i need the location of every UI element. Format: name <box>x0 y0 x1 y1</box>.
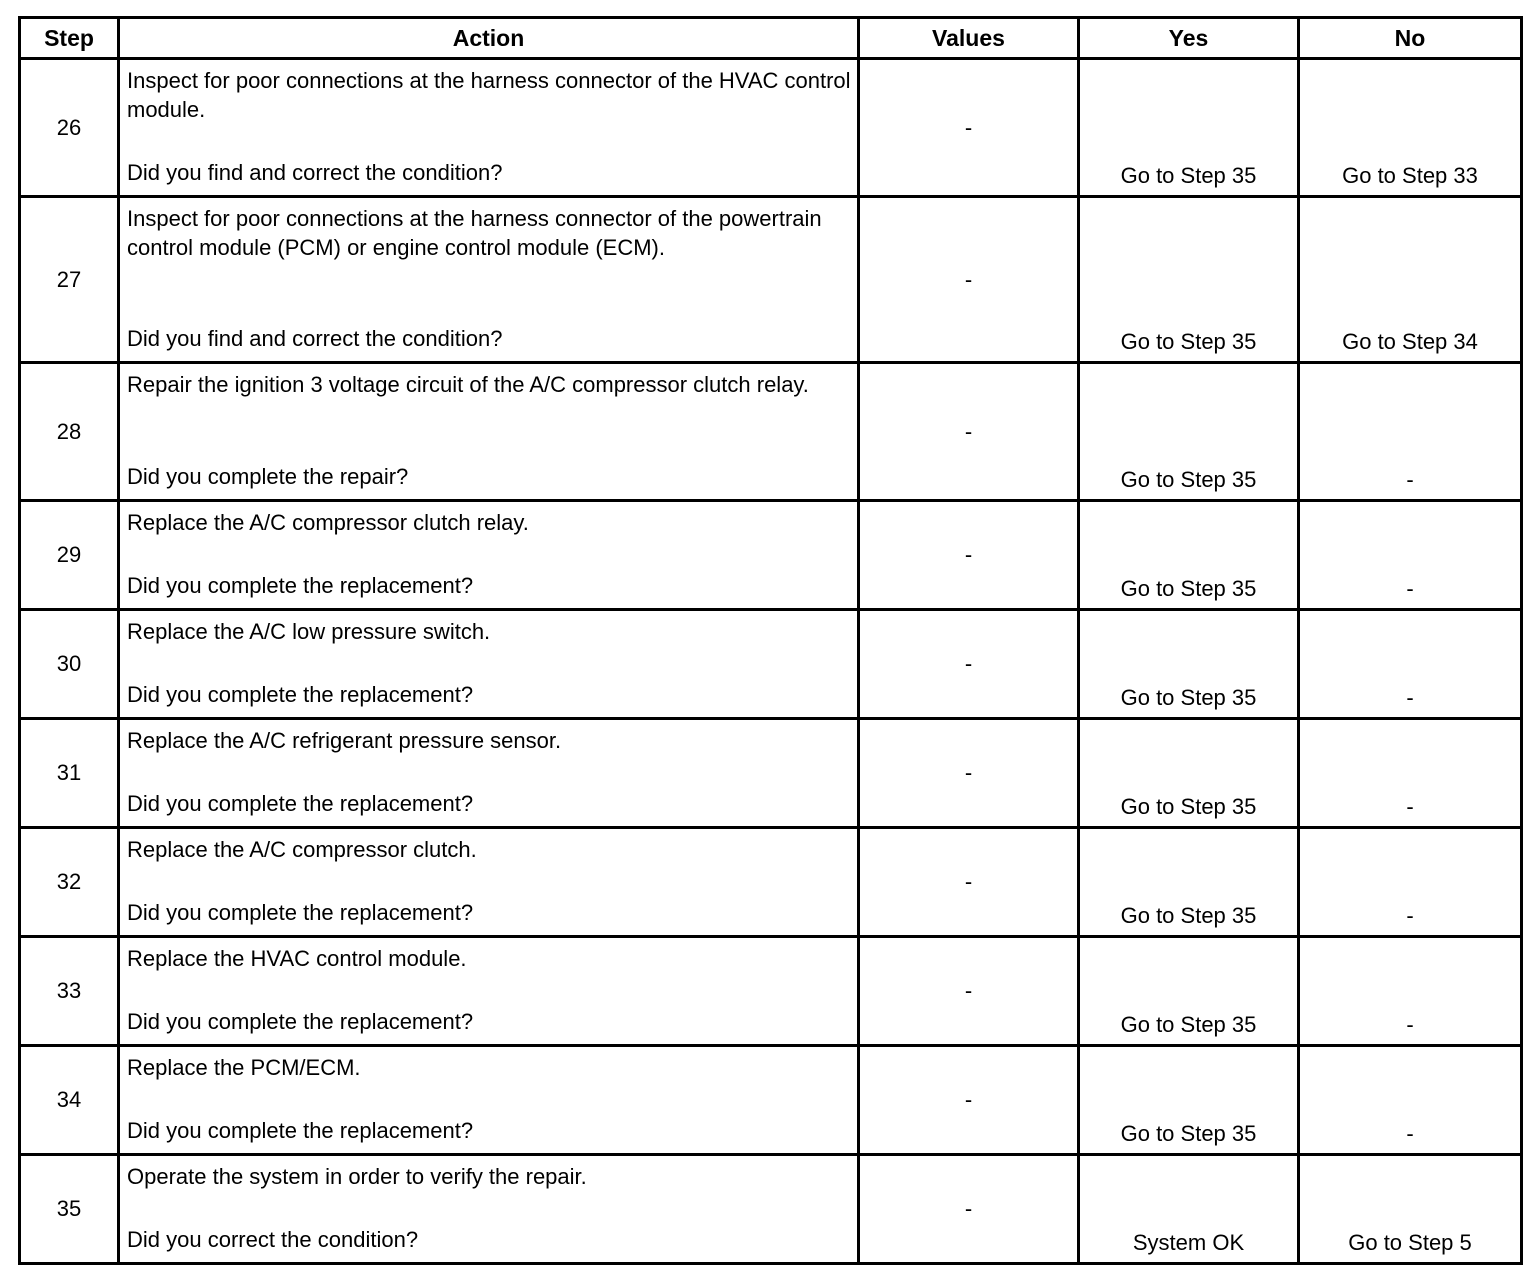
action-instruction: Inspect for poor connections at the harness connector of the HVAC control module. <box>127 68 851 122</box>
step-number: 29 <box>20 501 119 610</box>
action-question: Did you complete the replacement? <box>127 791 474 816</box>
action-question: Did you correct the condition? <box>127 1227 419 1252</box>
header-yes: Yes <box>1079 18 1299 59</box>
action-content <box>127 835 851 927</box>
action-question: Did you complete the repair? <box>127 464 409 489</box>
no-cell: Go to Step 33 <box>1299 59 1522 197</box>
step-number: 32 <box>20 828 119 937</box>
action-cell <box>119 610 859 719</box>
no-cell: - <box>1299 501 1522 610</box>
table-row <box>20 937 1522 1046</box>
action-instruction: Inspect for poor connections at the harness connector of the powertrain control module (PCM) or engine control module (ECM). <box>127 206 822 260</box>
action-question: Did you find and correct the condition? <box>127 326 503 351</box>
action-instruction: Replace the PCM/ECM. <box>127 1055 361 1080</box>
no-cell: - <box>1299 937 1522 1046</box>
action-content <box>127 1162 851 1254</box>
action-content <box>127 66 851 187</box>
action-cell <box>119 501 859 610</box>
diagnostic-table <box>18 16 1523 1265</box>
table-row <box>20 59 1522 197</box>
values-cell: - <box>859 59 1079 197</box>
action-question: Did you complete the replacement? <box>127 682 474 707</box>
values-cell: - <box>859 197 1079 363</box>
no-cell: Go to Step 34 <box>1299 197 1522 363</box>
action-instruction: Replace the A/C compressor clutch. <box>127 837 477 862</box>
no-cell: - <box>1299 610 1522 719</box>
values-cell: - <box>859 828 1079 937</box>
action-instruction: Replace the A/C compressor clutch relay. <box>127 510 529 535</box>
action-content <box>127 944 851 1036</box>
yes-cell: System OK <box>1079 1155 1299 1264</box>
action-instruction: Replace the A/C low pressure switch. <box>127 619 491 644</box>
yes-cell: Go to Step 35 <box>1079 828 1299 937</box>
step-number: 27 <box>20 197 119 363</box>
yes-cell: Go to Step 35 <box>1079 59 1299 197</box>
no-cell: - <box>1299 363 1522 501</box>
table-row <box>20 197 1522 363</box>
step-number: 30 <box>20 610 119 719</box>
action-cell <box>119 197 859 363</box>
action-instruction: Repair the ignition 3 voltage circuit of the A/C compressor clutch relay. <box>127 372 809 397</box>
action-content <box>127 508 851 600</box>
step-number: 31 <box>20 719 119 828</box>
no-cell: - <box>1299 828 1522 937</box>
step-number: 34 <box>20 1046 119 1155</box>
action-question: Did you complete the replacement? <box>127 900 474 925</box>
values-cell: - <box>859 1046 1079 1155</box>
step-number: 28 <box>20 363 119 501</box>
values-cell: - <box>859 610 1079 719</box>
action-content <box>127 370 851 491</box>
header-action: Action <box>119 18 859 59</box>
action-instruction: Replace the HVAC control module. <box>127 946 467 971</box>
no-cell: Go to Step 5 <box>1299 1155 1522 1264</box>
yes-cell: Go to Step 35 <box>1079 937 1299 1046</box>
action-cell <box>119 719 859 828</box>
table-header-row <box>20 18 1522 59</box>
table-row <box>20 501 1522 610</box>
action-question: Did you complete the replacement? <box>127 1118 474 1143</box>
action-content <box>127 726 851 818</box>
action-question: Did you complete the replacement? <box>127 1009 474 1034</box>
action-question: Did you complete the replacement? <box>127 573 474 598</box>
yes-cell: Go to Step 35 <box>1079 363 1299 501</box>
step-number: 26 <box>20 59 119 197</box>
no-cell: - <box>1299 719 1522 828</box>
action-cell <box>119 1155 859 1264</box>
action-cell <box>119 363 859 501</box>
values-cell: - <box>859 1155 1079 1264</box>
no-cell: - <box>1299 1046 1522 1155</box>
table-row <box>20 719 1522 828</box>
values-cell: - <box>859 937 1079 1046</box>
yes-cell: Go to Step 35 <box>1079 1046 1299 1155</box>
step-number: 33 <box>20 937 119 1046</box>
yes-cell: Go to Step 35 <box>1079 501 1299 610</box>
table-row <box>20 1046 1522 1155</box>
yes-cell: Go to Step 35 <box>1079 610 1299 719</box>
action-question: Did you find and correct the condition? <box>127 160 503 185</box>
header-no: No <box>1299 18 1522 59</box>
values-cell: - <box>859 501 1079 610</box>
action-instruction: Replace the A/C refrigerant pressure sensor. <box>127 728 562 753</box>
action-instruction: Operate the system in order to verify the repair. <box>127 1164 587 1189</box>
action-content <box>127 1053 851 1145</box>
table-row <box>20 610 1522 719</box>
header-step: Step <box>20 18 119 59</box>
values-cell: - <box>859 719 1079 828</box>
action-cell <box>119 59 859 197</box>
action-cell <box>119 828 859 937</box>
action-content <box>127 204 851 353</box>
action-cell <box>119 1046 859 1155</box>
action-cell <box>119 937 859 1046</box>
header-values: Values <box>859 18 1079 59</box>
step-number: 35 <box>20 1155 119 1264</box>
action-content <box>127 617 851 709</box>
table-row <box>20 363 1522 501</box>
yes-cell: Go to Step 35 <box>1079 197 1299 363</box>
yes-cell: Go to Step 35 <box>1079 719 1299 828</box>
values-cell: - <box>859 363 1079 501</box>
table-row <box>20 828 1522 937</box>
table-row <box>20 1155 1522 1264</box>
